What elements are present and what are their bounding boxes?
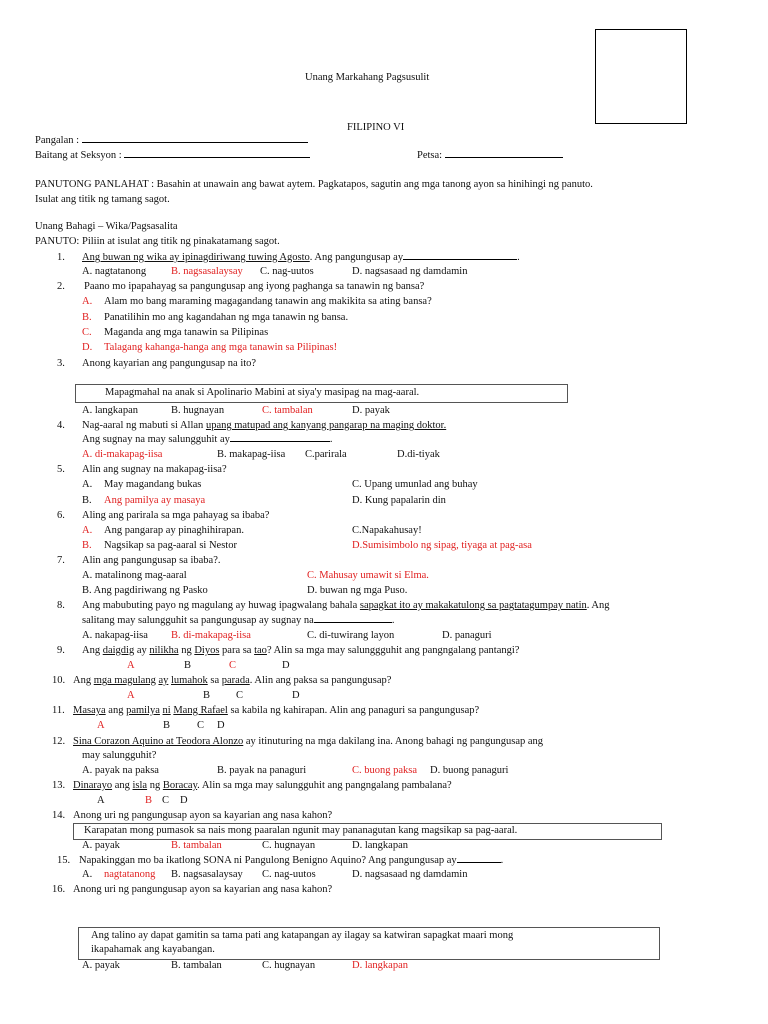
q13-stem <box>73 780 452 791</box>
q4-stem-text: Nag-aaral ng mabuti si Allan <box>82 420 206 431</box>
q13-number: 13. <box>52 780 66 791</box>
q9-number: 9. <box>57 645 65 656</box>
q9-label-a: A <box>127 660 135 671</box>
q8-answer-blank[interactable] <box>314 622 392 623</box>
name-field[interactable] <box>82 142 308 143</box>
q1-number: 1. <box>57 252 65 263</box>
q15-stem-text: Napakinggan mo ba ikatlong SONA ni Pangulong Benigno Aquino? Ang pangungusap ay <box>79 855 457 866</box>
q4-option-a[interactable]: A. di-makapag-iisa <box>82 449 163 460</box>
q11-text-4: sa kabila ng kahirapan. Alin ang panaguri sa pangungusap? <box>227 705 480 716</box>
q16-number: 16. <box>52 884 66 895</box>
q5-stem: Alin ang sugnay na makapag-iisa? <box>82 464 227 475</box>
q11-text-1: ang <box>105 705 127 716</box>
q14-option-a[interactable]: A. payak <box>82 840 120 851</box>
q11-underlined-a: Masaya <box>73 705 106 716</box>
q11-underlined-b: pamilya <box>126 705 160 716</box>
q6-option-b[interactable]: Nagsikap sa pag-aaral si Nestor <box>104 540 237 551</box>
section-row <box>35 150 310 161</box>
q13-label-c: C <box>162 795 170 806</box>
q9-text-4: para sa <box>219 645 255 656</box>
q14-option-d[interactable]: D. langkapan <box>352 840 408 851</box>
q10-stem <box>73 675 391 686</box>
q7-option-d[interactable]: D. buwan ng mga Puso. <box>307 585 408 596</box>
q16-sentence-box <box>78 927 660 960</box>
q9-text-1: Ang <box>82 645 103 656</box>
q8-option-c[interactable]: C. di-tuwirang layon <box>307 630 395 641</box>
q3-sentence-box <box>75 384 568 403</box>
q14-option-b[interactable]: B. tambalan <box>171 840 222 851</box>
q7-option-c[interactable]: C. Mahusay umawit si Elma. <box>307 570 429 581</box>
q1-stem <box>82 252 520 263</box>
q10-underlined-d: parada <box>221 675 250 686</box>
section-field[interactable] <box>124 157 310 158</box>
q1-underlined-sentence: Ang buwan ng wika ay ipinagdiriwang tuwing Agosto <box>82 252 310 263</box>
q3-stem: Anong kayarian ang pangungusap na ito? <box>82 358 257 369</box>
q4-option-b[interactable]: B. makapag-iisa <box>217 449 286 460</box>
q10-label-a: A <box>127 690 135 701</box>
q9-stem <box>82 645 519 656</box>
q4-underlined-clause: upang matupad ang kanyang pangarap na maging doktor. <box>205 420 447 431</box>
q1-stem-text: . Ang pangungusap ay <box>309 252 404 263</box>
q15-option-c[interactable]: C. nag-uutos <box>262 869 316 880</box>
q12-option-d[interactable]: D. buong panaguri <box>430 765 509 776</box>
q13-underlined-c: Boracay <box>162 780 198 791</box>
q10-label-b: B <box>203 690 211 701</box>
q6-option-a[interactable]: Ang pangarap ay pinaghihirapan. <box>104 525 244 536</box>
q14-number: 14. <box>52 810 66 821</box>
q13-underlined-a: Dinarayo <box>73 780 113 791</box>
subject-title: FILIPINO VI <box>347 122 405 133</box>
q2-number: 2. <box>57 281 65 292</box>
name-label: Pangalan : <box>35 135 80 146</box>
q4-option-c[interactable]: C.parirala <box>305 449 347 460</box>
q9-text-5: ? Alin sa mga may salunggguhit ang pangngalang pantangi? <box>266 645 520 656</box>
q10-underlined-b: ay <box>158 675 169 686</box>
q5-option-d[interactable]: D. Kung papalarin din <box>352 495 446 506</box>
date-label: Petsa: <box>417 150 443 161</box>
q2-option-c[interactable]: Maganda ang mga tanawin sa Pilipinas <box>104 327 269 338</box>
q16-option-c[interactable]: C. hugnayan <box>262 960 316 971</box>
q12-underlined-subject: Sina Corazon Aquino at Teodora Alonzo <box>73 736 244 747</box>
q11-label-c: C <box>197 720 205 731</box>
part-instructions: PANUTO: Piliin at isulat ang titik ng pinakatamang sagot. <box>35 236 280 247</box>
q5-option-a-letter: A. <box>82 479 93 490</box>
q15-option-a-letter: A. <box>82 869 93 880</box>
q8-period: . <box>391 615 395 626</box>
q4-stem-line2 <box>82 434 332 445</box>
q5-option-b[interactable]: Ang pamilya ay masaya <box>104 495 206 506</box>
q12-stem-text: ay itinuturing na mga dakilang ina. Anong bahagi ng pangungusap ang <box>243 736 544 747</box>
q11-underlined-c: ni <box>162 705 171 716</box>
q13-text-1: ang <box>112 780 133 791</box>
q3-box-text: Mapagmahal na anak si Apolinario Mabini at siya'y masipag na mag-aaral. <box>105 387 420 398</box>
q11-number: 11. <box>52 705 65 716</box>
exam-title: Unang Markahang Pagsusulit <box>305 72 430 83</box>
q2-stem: Paano mo ipapahayag sa pangungusap ang iyong paghanga sa tanawin ng bansa? <box>84 281 425 292</box>
q9-label-d: D <box>282 660 290 671</box>
q15-number: 15. <box>57 855 71 866</box>
date-row <box>417 150 563 161</box>
date-field[interactable] <box>445 157 563 158</box>
q14-sentence-box <box>73 823 662 840</box>
q4-option-d[interactable]: D.di-tiyak <box>397 449 440 460</box>
q1-option-b[interactable]: B. nagsasalaysay <box>171 266 243 277</box>
q15-option-d[interactable]: D. nagsasaad ng damdamin <box>352 869 468 880</box>
q8-option-b[interactable]: B. di-makapag-iisa <box>171 630 251 641</box>
q7-option-b[interactable]: B. Ang pagdiriwang ng Pasko <box>82 585 208 596</box>
q13-label-d: D <box>180 795 188 806</box>
q6-stem: Aling ang parirala sa mga pahayag sa ibaba? <box>82 510 270 521</box>
q9-underlined-c: Diyos <box>194 645 220 656</box>
q11-stem <box>73 705 479 716</box>
q2-option-a[interactable]: Alam mo bang maraming magagandang tanawin ang makikita sa ating bansa? <box>104 296 432 307</box>
q15-stem <box>79 855 503 866</box>
q4-period: . <box>329 434 333 445</box>
q14-option-c[interactable]: C. hugnayan <box>262 840 316 851</box>
q2-option-c-letter: C. <box>82 327 92 338</box>
q6-option-b-letter: B. <box>82 540 92 551</box>
section-label: Baitang at Seksyon : <box>35 150 122 161</box>
q3-option-d[interactable]: D. payak <box>352 405 390 416</box>
q7-number: 7. <box>57 555 65 566</box>
general-instructions-2: Isulat ang titik ng tamang sagot. <box>35 194 170 205</box>
q10-text-1: Ang <box>73 675 94 686</box>
q13-text-2: ng <box>147 780 163 791</box>
q9-underlined-b: nilikha <box>149 645 179 656</box>
q8-number: 8. <box>57 600 65 611</box>
q9-underlined-a: daigdig <box>102 645 135 656</box>
q15-option-a[interactable]: nagtatanong <box>104 869 156 880</box>
q16-box-text-1: Ang talino ay dapat gamitin sa tama pati ang katapangan ay ilagay sa katwiran sapagkat maari mong <box>91 930 514 941</box>
q14-stem: Anong uri ng pangungusap ayon sa kayarian ang nasa kahon? <box>73 810 333 821</box>
q10-text-4: sa <box>207 675 222 686</box>
q1-option-d[interactable]: D. nagsasaad ng damdamin <box>352 266 468 277</box>
q9-label-b: B <box>184 660 192 671</box>
q15-option-b[interactable]: B. nagsasalaysay <box>171 869 243 880</box>
q15-period: . <box>500 855 504 866</box>
q16-stem: Anong uri ng pangungusap ayon sa kayarian ang nasa kahon? <box>73 884 333 895</box>
q12-option-a[interactable]: A. payak na paksa <box>82 765 159 776</box>
q11-label-b: B <box>163 720 171 731</box>
q8-stem-line2 <box>82 615 394 626</box>
q3-number: 3. <box>57 358 65 369</box>
q7-option-a[interactable]: A. matalinong mag-aaral <box>82 570 187 581</box>
q8-stem-text: Ang mabubuting payo ng magulang ay huwag ipagwalang bahala <box>82 600 360 611</box>
q10-underlined-a: mga magulang <box>93 675 156 686</box>
q3-option-c[interactable]: C. tambalan <box>262 405 313 416</box>
q4-number: 4. <box>57 420 65 431</box>
q5-option-b-letter: B. <box>82 495 92 506</box>
q16-option-b[interactable]: B. tambalan <box>171 960 222 971</box>
q3-option-b[interactable]: B. hugnayan <box>171 405 225 416</box>
general-instructions-1: PANUTONG PANLAHAT : Basahin at unawain ang bawat aytem. Pagkatapos, sagutin ang mga tanong ayon sa hinihingi ng panuto. <box>35 179 593 190</box>
q7-stem: Alin ang pangungusap sa ibaba?. <box>82 555 221 566</box>
q4-stem-line2-text: Ang sugnay na may salungguhit ay <box>82 434 230 445</box>
q12-stem-line2: may salungguhit? <box>82 750 157 761</box>
q9-text-3: ng <box>178 645 195 656</box>
part-title: Unang Bahagi – Wika/Pagsasalita <box>35 221 178 232</box>
photo-box <box>595 29 687 124</box>
q5-option-a[interactable]: May magandang bukas <box>104 479 202 490</box>
q8-stem <box>82 600 610 611</box>
q10-label-d: D <box>292 690 300 701</box>
q4-stem <box>82 420 446 431</box>
q2-option-d[interactable]: Talagang kahanga-hanga ang mga tanawin sa Pilipinas! <box>104 342 338 353</box>
q2-option-b[interactable]: Panatilihin mo ang kagandahan ng mga tanawin ng bansa. <box>104 312 349 323</box>
q11-underlined-d: Mang Rafael <box>173 705 228 716</box>
q16-option-a[interactable]: A. payak <box>82 960 120 971</box>
q6-number: 6. <box>57 510 65 521</box>
q8-option-d[interactable]: D. panaguri <box>442 630 492 641</box>
q15-answer-blank[interactable] <box>457 862 501 863</box>
q13-label-b: B <box>145 795 153 806</box>
q2-option-b-letter: B. <box>82 312 92 323</box>
q14-box-text: Karapatan mong pumasok sa nais mong paaralan ngunit may pananagutan kang magsikap sa pag-aaral. <box>84 825 518 836</box>
q4-answer-blank[interactable] <box>230 441 330 442</box>
q8-option-a[interactable]: A. nakapag-iisa <box>82 630 148 641</box>
q5-option-c[interactable]: C. Upang umunlad ang buhay <box>352 479 478 490</box>
q10-text-5: . Alin ang paksa sa pangungusap? <box>249 675 392 686</box>
q13-label-a: A <box>97 795 105 806</box>
q8-stem-line2-text: salitang may salungguhit sa pangungusap ay sugnay na <box>82 615 314 626</box>
q9-text-2: ay <box>134 645 150 656</box>
q11-label-a: A <box>97 720 105 731</box>
q10-label-c: C <box>236 690 244 701</box>
q13-underlined-b: isla <box>132 780 148 791</box>
q10-number: 10. <box>52 675 66 686</box>
q12-option-b[interactable]: B. payak na panaguri <box>217 765 307 776</box>
q12-stem <box>73 736 543 747</box>
q6-option-c[interactable]: C.Napakahusay! <box>352 525 422 536</box>
q1-option-c[interactable]: C. nag-uutos <box>260 266 314 277</box>
q2-option-d-letter: D. <box>82 342 93 353</box>
q1-option-a[interactable]: A. nagtatanong <box>82 266 147 277</box>
q12-number: 12. <box>52 736 66 747</box>
q1-period: . <box>517 252 520 263</box>
q9-label-c: C <box>229 660 237 671</box>
q6-option-d[interactable]: D.Sumisimbolo ng sipag, tiyaga at pag-asa <box>352 540 532 551</box>
q8-underlined-clause: sapagkat ito ay makakatulong sa pagtatagumpay natin <box>359 600 587 611</box>
q8-stem-end: . Ang <box>586 600 610 611</box>
q1-answer-blank[interactable] <box>403 259 517 260</box>
q5-number: 5. <box>57 464 65 475</box>
q6-option-a-letter: A. <box>82 525 93 536</box>
name-row <box>35 135 308 146</box>
q9-underlined-d: tao <box>254 645 267 656</box>
q2-option-a-letter: A. <box>82 296 93 307</box>
q10-underlined-c: lumahok <box>171 675 208 686</box>
q16-option-d[interactable]: D. langkapan <box>352 960 408 971</box>
q11-label-d: D <box>217 720 225 731</box>
q12-option-c[interactable]: C. buong paksa <box>352 765 418 776</box>
q3-option-a[interactable]: A. langkapan <box>82 405 138 416</box>
q16-box-text-2: ikapahamak ang kayabangan. <box>91 944 215 955</box>
q13-text-3: . Alin sa mga may salungguhit ang pangngalang pambalana? <box>197 780 452 791</box>
